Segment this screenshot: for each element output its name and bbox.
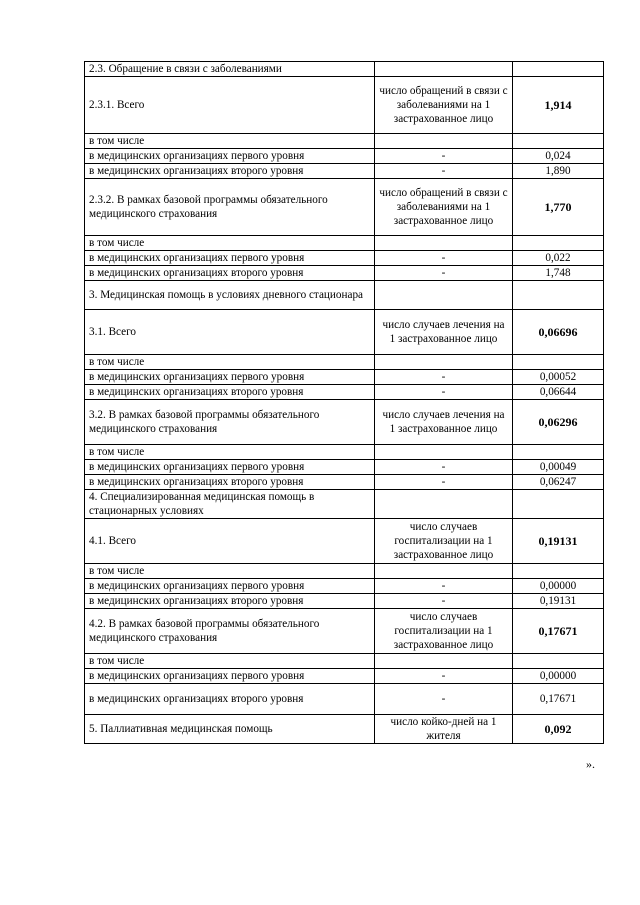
value-cell: 0,06296 — [513, 400, 604, 445]
table-row — [85, 310, 604, 355]
unit-cell: число койко-дней на 1 жителя — [375, 715, 513, 744]
indicator-name-cell: 3. Медицинская помощь в условиях дневного стационара — [85, 281, 375, 310]
table-row — [85, 62, 604, 77]
unit-cell — [375, 490, 513, 519]
value-cell: 0,19131 — [513, 594, 604, 609]
table-row — [85, 251, 604, 266]
norms-table — [84, 61, 604, 744]
table-row — [85, 149, 604, 164]
unit-cell: - — [375, 684, 513, 715]
indicator-name-cell: в медицинских организациях первого уровня — [85, 149, 375, 164]
indicator-name-cell: в медицинских организациях первого уровня — [85, 669, 375, 684]
norms-table-body — [85, 62, 604, 744]
unit-cell — [375, 355, 513, 370]
table-row — [85, 594, 604, 609]
unit-cell — [375, 564, 513, 579]
indicator-name-cell: в медицинских организациях первого уровня — [85, 460, 375, 475]
table-row — [85, 654, 604, 669]
table-row — [85, 281, 604, 310]
indicator-name-cell: в том числе — [85, 445, 375, 460]
value-cell — [513, 236, 604, 251]
table-row — [85, 355, 604, 370]
indicator-name-cell: в медицинских организациях второго уровня — [85, 385, 375, 400]
value-cell: 0,024 — [513, 149, 604, 164]
indicator-name-cell: в том числе — [85, 564, 375, 579]
indicator-name-cell: в медицинских организациях второго уровня — [85, 594, 375, 609]
unit-cell — [375, 62, 513, 77]
unit-cell: - — [375, 475, 513, 490]
unit-cell: число случаев госпитализации на 1 застрахованное лицо — [375, 609, 513, 654]
table-row — [85, 684, 604, 715]
unit-cell: число случаев лечения на 1 застрахованное лицо — [375, 310, 513, 355]
unit-cell: число обращений в связи с заболеваниями на 1 застрахованное лицо — [375, 179, 513, 236]
table-row — [85, 609, 604, 654]
unit-cell: число случаев лечения на 1 застрахованное лицо — [375, 400, 513, 445]
table-row — [85, 715, 604, 744]
unit-cell — [375, 134, 513, 149]
unit-cell: - — [375, 164, 513, 179]
value-cell: 0,06247 — [513, 475, 604, 490]
value-cell — [513, 654, 604, 669]
unit-cell: число обращений в связи с заболеваниями на 1 застрахованное лицо — [375, 77, 513, 134]
value-cell — [513, 134, 604, 149]
table-row — [85, 134, 604, 149]
table-row — [85, 475, 604, 490]
value-cell: 0,00052 — [513, 370, 604, 385]
indicator-name-cell: 2.3.2. В рамках базовой программы обязательного медицинского страхования — [85, 179, 375, 236]
value-cell: 1,748 — [513, 266, 604, 281]
indicator-name-cell: в медицинских организациях второго уровня — [85, 164, 375, 179]
indicator-name-cell: в медицинских организациях первого уровня — [85, 579, 375, 594]
value-cell: 1,914 — [513, 77, 604, 134]
table-row — [85, 179, 604, 236]
indicator-name-cell: 4. Специализированная медицинская помощь в стационарных условиях — [85, 490, 375, 519]
indicator-name-cell: в том числе — [85, 654, 375, 669]
value-cell: 1,770 — [513, 179, 604, 236]
indicator-name-cell: в медицинских организациях второго уровня — [85, 684, 375, 715]
value-cell: 0,19131 — [513, 519, 604, 564]
unit-cell — [375, 654, 513, 669]
indicator-name-cell: 4.1. Всего — [85, 519, 375, 564]
table-row — [85, 445, 604, 460]
value-cell: 0,06644 — [513, 385, 604, 400]
value-cell: 0,06696 — [513, 310, 604, 355]
value-cell — [513, 445, 604, 460]
value-cell — [513, 355, 604, 370]
table-row — [85, 519, 604, 564]
table-row — [85, 460, 604, 475]
table-row — [85, 490, 604, 519]
table-row — [85, 400, 604, 445]
unit-cell — [375, 236, 513, 251]
value-cell — [513, 62, 604, 77]
value-cell — [513, 281, 604, 310]
indicator-name-cell: в том числе — [85, 236, 375, 251]
table-row — [85, 579, 604, 594]
indicator-name-cell: в медицинских организациях второго уровня — [85, 475, 375, 490]
value-cell: 0,092 — [513, 715, 604, 744]
indicator-name-cell: 2.3.1. Всего — [85, 77, 375, 134]
indicator-name-cell: в том числе — [85, 134, 375, 149]
indicator-name-cell: 3.1. Всего — [85, 310, 375, 355]
indicator-name-cell: 4.2. В рамках базовой программы обязательного медицинского страхования — [85, 609, 375, 654]
unit-cell: - — [375, 370, 513, 385]
table-row — [85, 370, 604, 385]
value-cell: 0,00049 — [513, 460, 604, 475]
value-cell: 1,890 — [513, 164, 604, 179]
closing-quote-mark: ». — [586, 757, 595, 771]
value-cell: 0,17671 — [513, 684, 604, 715]
unit-cell: - — [375, 460, 513, 475]
indicator-name-cell: в том числе — [85, 355, 375, 370]
table-row — [85, 669, 604, 684]
unit-cell: - — [375, 251, 513, 266]
indicator-name-cell: в медицинских организациях второго уровня — [85, 266, 375, 281]
unit-cell: - — [375, 579, 513, 594]
unit-cell: - — [375, 149, 513, 164]
unit-cell — [375, 281, 513, 310]
unit-cell: - — [375, 266, 513, 281]
unit-cell — [375, 445, 513, 460]
indicator-name-cell: 5. Паллиативная медицинская помощь — [85, 715, 375, 744]
table-row — [85, 77, 604, 134]
unit-cell: число случаев госпитализации на 1 застрахованное лицо — [375, 519, 513, 564]
table-row — [85, 564, 604, 579]
table-row — [85, 266, 604, 281]
value-cell — [513, 490, 604, 519]
unit-cell: - — [375, 669, 513, 684]
table-row — [85, 164, 604, 179]
value-cell — [513, 564, 604, 579]
unit-cell: - — [375, 594, 513, 609]
value-cell: 0,00000 — [513, 669, 604, 684]
value-cell: 0,022 — [513, 251, 604, 266]
indicator-name-cell: 3.2. В рамках базовой программы обязательного медицинского страхования — [85, 400, 375, 445]
indicator-name-cell: в медицинских организациях первого уровня — [85, 251, 375, 266]
indicator-name-cell: в медицинских организациях первого уровня — [85, 370, 375, 385]
indicator-name-cell: 2.3. Обращение в связи с заболеваниями — [85, 62, 375, 77]
unit-cell: - — [375, 385, 513, 400]
table-row — [85, 236, 604, 251]
value-cell: 0,00000 — [513, 579, 604, 594]
value-cell: 0,17671 — [513, 609, 604, 654]
table-row — [85, 385, 604, 400]
